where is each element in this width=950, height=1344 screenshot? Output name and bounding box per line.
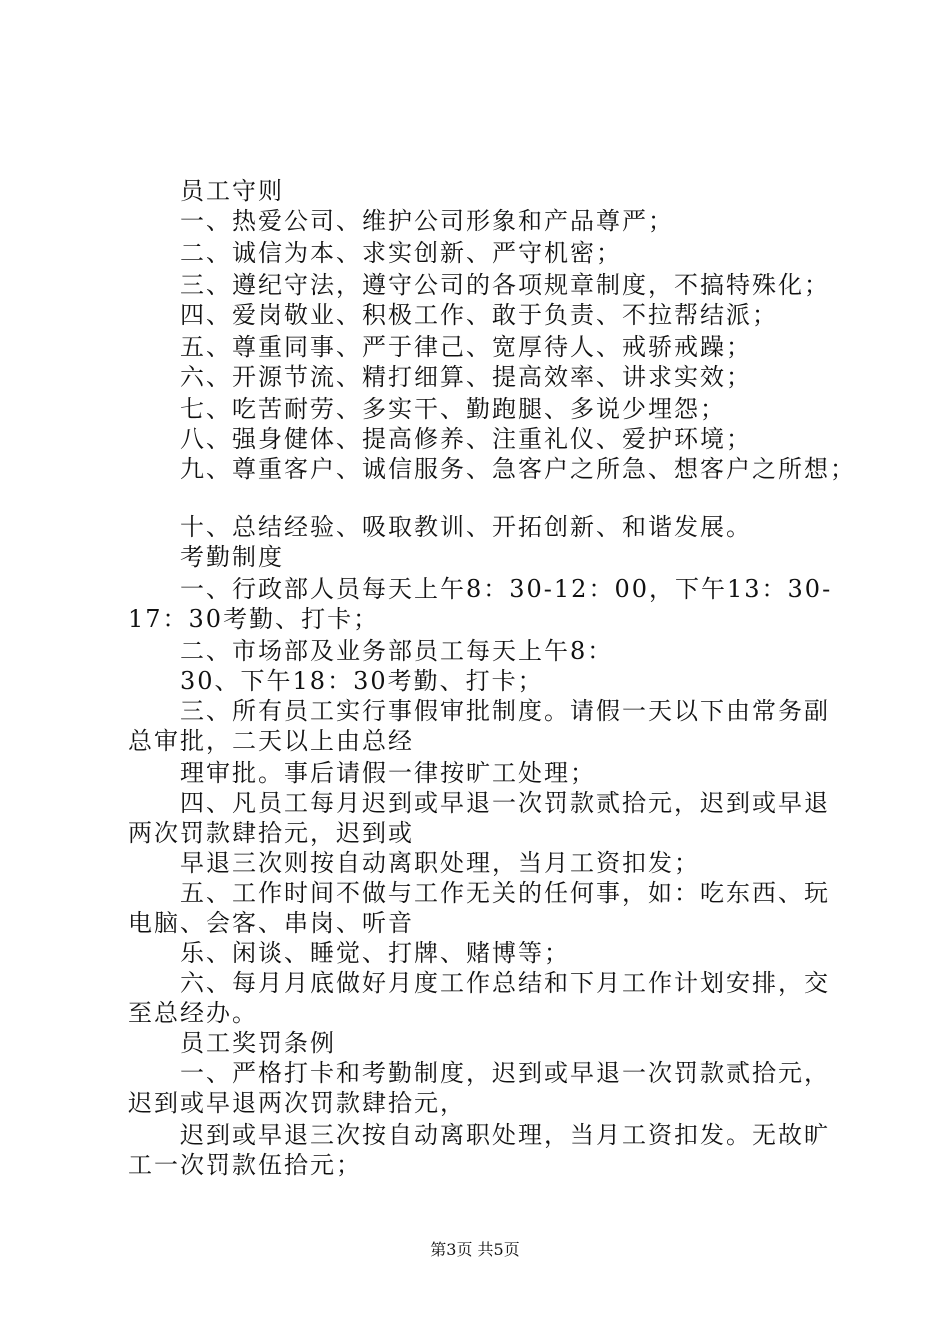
text-line: 三、所有员工实行事假审批制度。请假一天以下由常务副 [180, 697, 830, 725]
section-title-rewards-penalties: 员工奖罚条例 [180, 1029, 336, 1057]
section-title-employee-rules: 员工守则 [180, 177, 284, 205]
text-line: 八、强身健体、提高修养、注重礼仪、爱护环境； [180, 425, 752, 453]
text-line: 两次罚款肆拾元，迟到或 [128, 819, 414, 847]
text-line: 五、尊重同事、严于律己、宽厚待人、戒骄戒躁； [180, 333, 752, 361]
text-line: 迟到或早退两次罚款肆拾元， [128, 1089, 466, 1117]
text-line: 二、市场部及业务部员工每天上午8： [180, 637, 614, 665]
text-line: 五、工作时间不做与工作无关的任何事，如：吃东西、玩 [180, 879, 830, 907]
text-line: 乐、闲谈、睡觉、打牌、赌博等； [180, 939, 570, 967]
text-line: 十、总结经验、吸取教训、开拓创新、和谐发展。 [180, 513, 752, 541]
text-line: 17：30考勤、打卡； [128, 605, 380, 633]
text-line: 30、下午18：30考勤、打卡； [180, 667, 544, 695]
section-title-attendance: 考勤制度 [180, 543, 284, 571]
text-line: 四、凡员工每月迟到或早退一次罚款贰拾元，迟到或早退 [180, 789, 830, 817]
text-line: 二、诚信为本、求实创新、严守机密； [180, 239, 622, 267]
text-line: 一、行政部人员每天上午8：30-12：00，下午13：30- [180, 575, 833, 603]
text-line: 九、尊重客户、诚信服务、急客户之所急、想客户之所想； [180, 455, 856, 483]
page-footer: 第3页 共5页 [430, 1240, 520, 1259]
text-line: 总审批，二天以上由总经 [128, 727, 414, 755]
text-line: 迟到或早退三次按自动离职处理，当月工资扣发。无故旷 [180, 1121, 830, 1149]
text-line: 早退三次则按自动离职处理，当月工资扣发； [180, 849, 700, 877]
text-line: 工一次罚款伍拾元； [128, 1151, 362, 1179]
text-line: 至总经办。 [128, 999, 258, 1027]
text-line: 理审批。事后请假一律按旷工处理； [180, 759, 596, 787]
text-line: 六、每月月底做好月度工作总结和下月工作计划安排，交 [180, 969, 830, 997]
text-line: 一、热爱公司、维护公司形象和产品尊严； [180, 207, 674, 235]
text-line: 一、严格打卡和考勤制度，迟到或早退一次罚款贰拾元， [180, 1059, 830, 1087]
text-line: 七、吃苦耐劳、多实干、勤跑腿、多说少埋怨； [180, 395, 726, 423]
text-line: 三、遵纪守法，遵守公司的各项规章制度，不搞特殊化； [180, 271, 830, 299]
text-line: 四、爱岗敬业、积极工作、敢于负责、不拉帮结派； [180, 301, 778, 329]
text-line: 六、开源节流、精打细算、提高效率、讲求实效； [180, 363, 752, 391]
text-line: 电脑、会客、串岗、听音 [128, 909, 414, 937]
